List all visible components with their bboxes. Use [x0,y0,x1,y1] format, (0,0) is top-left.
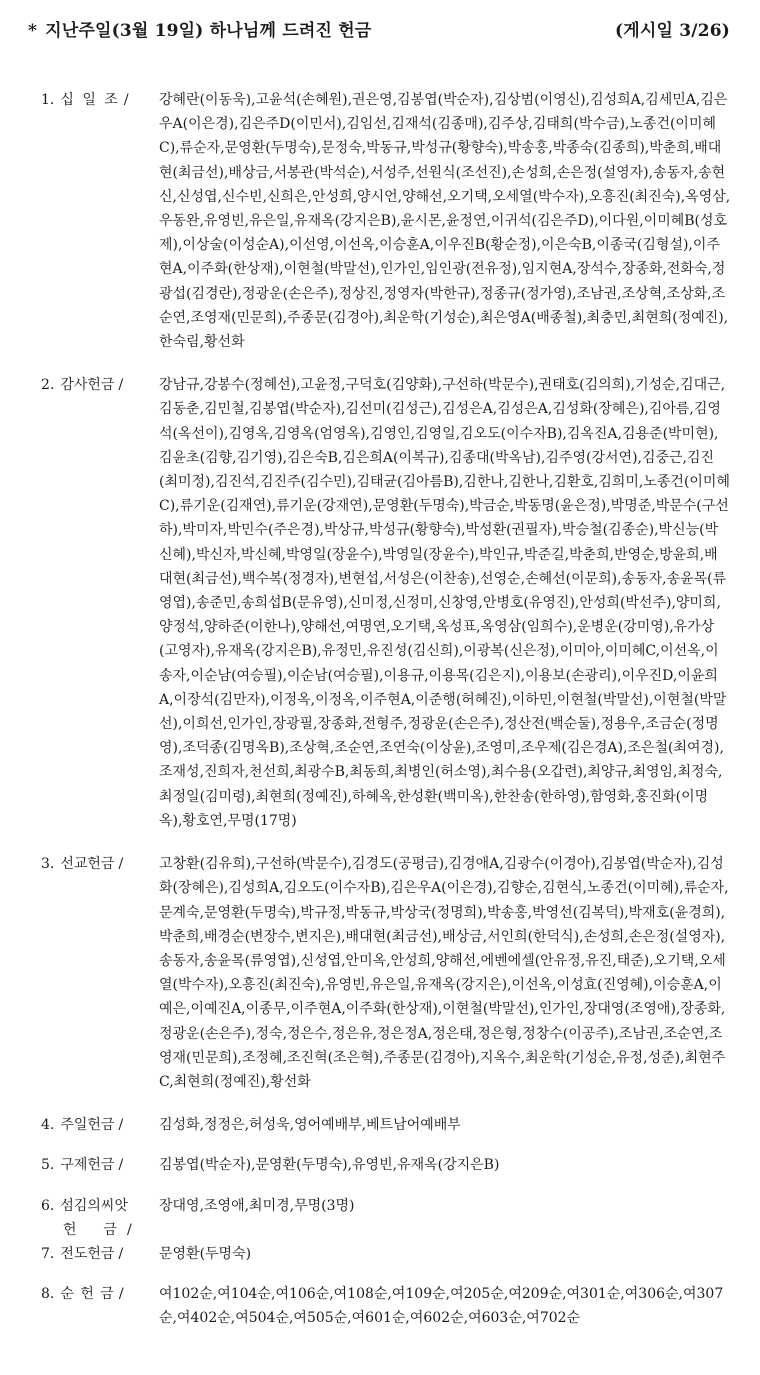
section-evangelism [0,1242,760,1266]
section-tithe [0,88,760,354]
section-relief [0,1153,760,1177]
section-names: 여102순,여104순,여106순,여108순,여109순,여205순,여209순,여301순,여306순,여307순,여402순,여504순,여505순,여601순,여602순,여603순,여702순 [159,1286,724,1327]
section-title: 섬김의씨앗 [60,1197,128,1214]
section-label [0,852,159,876]
section-number: 4. [41,1117,55,1134]
section-slash: / [118,1245,124,1262]
section-names: 고창환(김유희),구선하(박문수),김경도(공평금),김경애A,김광수(이경아),김봉엽(박순자),김성화(장혜은),김성희A,김오도(이수자B),김은우A(이은경),김향순,김현식,노종건(이미혜),류순자,문계숙,문영환(두명숙),박규정,박동규,박상국(정명희),박송홍,박영선(김복덕),박재호(윤경희),박춘희,배경순(변장수,변지은),배대현(최금선),배상금,서인희(한덕식),손성희,손은정(설영자),송동자,송윤목(류영엽),신성엽,안미옥,안성희,양해선,에벤에셀(안유정,유진,태준),오기택,오세열(박수자),오흥진(최진숙),유영빈,유은일,유재옥(강지은),이선옥,이성효(진영혜),이승훈A,이예은,이예진A,이종무,이주현A,이주화(한상재),이현철(박말선),인가인,장대영(조영애),장종화,정광운(손은주),정숙,정은수,정은유,정은정A,정은태,정은형,정창수(이공주),조남권,조순연,조영재(민문희),조정혜,조진혁(조은혁),주종문(김경아),지옥수,최운학(기성순,유정,성준),최현주C,최현희(정예진),황선화 [159,856,729,1090]
section-label-row [41,1194,132,1218]
section-title: 선교헌금 [60,856,115,873]
offering-sections [0,88,760,1331]
section-title: 전도헌금 [60,1245,115,1262]
section-sunday [0,1113,760,1137]
section-number: 6. [41,1197,55,1214]
section-slash: / [118,1286,124,1303]
section-number: 2. [41,377,55,394]
section-slash: / [118,1157,124,1174]
section-number: 8. [41,1286,55,1303]
section-title-line2: 헌 금 [63,1221,123,1238]
section-seed-of-service [0,1194,760,1242]
section-title: 주일헌금 [60,1117,115,1134]
section-number: 5. [41,1157,55,1174]
section-names: 문영환(두명숙) [159,1245,252,1262]
section-slash: / [118,1117,124,1134]
section-label [0,1194,159,1242]
section-names: 장대영,조영애,최미경,무명(3명) [159,1197,355,1214]
section-names: 김봉엽(박순자),문영환(두명숙),유영빈,유재옥(강지은B) [159,1157,500,1174]
section-label [0,1153,159,1177]
section-cell-group [0,1282,760,1330]
section-slash: / [118,377,124,394]
section-title: 순 헌 금 [60,1286,115,1303]
section-label [0,88,159,112]
section-title: 구제헌금 [60,1157,115,1174]
section-slash: / [123,92,129,108]
post-date: (게시일 3/26) [615,21,730,41]
section-names: 강남규,강봉수(정혜선),고윤정,구덕호(김양화),구선하(박문수),권태호(김의희),기성순,김대근,김동춘,김민철,김봉엽(박순자),김선미(김성근),김성은A,김성은A,김성화(장혜은),김아름,김영석(옥선이),김영옥,김영옥(엄영옥),김영인,김영일,김오도(이수자B),김옥진A,김용준(박미현),김윤초(김향,김기영),김은숙B,김은희A(이복규),김종대(박옥남),김주영(강서연),김중근,김진(최미정),김진석,김진주(김수민),김태균(김아름B),김한나,김한나,김환호,김희미,노종건(이미혜C),류기운(김재연),류기운(강재연),문영환(두명숙),박금순,박동명(윤은정),박명준,박문수(구선하),박미자,박민수(주은경),박상규,박성규(황향숙),박성환(권필자),박승철(김종순),박신능(박신혜),박신자,박신혜,박영일(장윤수),박영일(장윤수),박인규,박준길,박춘희,반영순,방윤희,배대현(최금선),백수복(정경자),변현섭,서성은(이찬송),선영순,손혜선(이문희),송동자,송윤목(류영엽),송준민,송희섭B(문유영),신미정,신정미,신창영,안병호(유영진),안성희(박선주),양미희,양정석,양하준(이한나),양해선,여명연,오기택,옥성표,옥영삼(임희수),운병운(강미영),유가상(고영자),유재옥(강지은B),유정민,유진성(김신희),이광복(신은정),이미아,이미혜C,이선옥,이송자,이순남(여승필),이순남(여승필),이용규,이용목(김은지),이용보(손광리),이우진D,이윤희A,이장석(김만자),이정옥,이정옥,이주현A,이준행(허혜진),이하민,이현철(박말선),이현철(박말선),이희선,인가인,장광필,장종화,전형주,정광운(손은주),정산전(백순둘),정용우,조금순(정명영),조덕종(김명옥B),조상혁,조순연,조연숙(이상윤),조영미,조우제(김은경A),조은철(최여경),조재성,진희자,천선희,최광수B,최동희,최병인(허소영),최수용(오갑련),최양규,최영임,최정숙,최정일(김미령),최현희(정예진),하혜옥,한성환(백미옥),한찬송(한하영),함영화,홍진화(이명옥),황호연,무명(17명) [159,377,730,829]
section-names: 강혜란(이동욱),고윤석(손혜원),권은영,김봉엽(박순자),김상범(이영신),김성희A,김세민A,김은우A(이은경),김은주D(이민서),김임선,김재석(김종매),김주상,김태희(박수금),노종건(이미혜C),류순자,문영환(두명숙),문정숙,박동규,박성규(황향숙),박송홍,박종숙(김종희),박춘희,배대현(최금선),배상금,서봉관(박석순),서성주,선원식(조선진),손성희,손은정(설영자),송동자,송현신,신성엽,신수빈,신희은,안성희,양시언,양해선,오기택,오세열(박수자),오흥진(최진숙),옥영삼,우동완,유영빈,유은일,유재옥(강지은B),윤시몬,윤정연,이귀석(김은주D),이다원,이미혜B(성호제),이상술(이성순A),이선영,이선옥,이승훈A,이우진B(황순정),이은숙B,이종국(김형설),이주현A,이주화(한상재),이현철(박말선),인가인,임인광(전유정),임지현A,장석수,장종화,전화숙,정광섭(김경란),정광운(손은주),정상진,정영자(박한규),정종규(정가영),조남권,조상혁,조상화,조순연,조영재(민문희),주종문(김경아),최운학(기성순),최은영A(배종철),최충민,최현희(정예진),한숙림,황선화 [159,92,731,351]
section-slash: / [118,856,124,873]
section-label [0,1242,159,1266]
section-title: 감사헌금 [60,377,115,394]
page-title: 지난주일(3월 19일) 하나님께 드려진 헌금 [45,21,372,41]
section-number: 3. [41,856,55,873]
section-mission [0,852,760,1094]
section-number: 1. [41,92,55,108]
section-label-two-line [41,1194,132,1242]
section-names: 김성화,정정은,허성욱,영어예배부,베트남어예배부 [159,1117,461,1134]
header-bullet: * [28,21,38,41]
section-label [0,373,159,397]
section-slash: / [126,1221,132,1238]
section-number: 7. [41,1245,55,1262]
section-label [0,1282,159,1306]
header-left [28,16,371,41]
section-label [0,1113,159,1137]
bulletin-header [28,16,730,41]
section-title: 십 일 조 [60,92,120,108]
section-thanksgiving [0,373,760,833]
section-label-row [41,1218,132,1242]
